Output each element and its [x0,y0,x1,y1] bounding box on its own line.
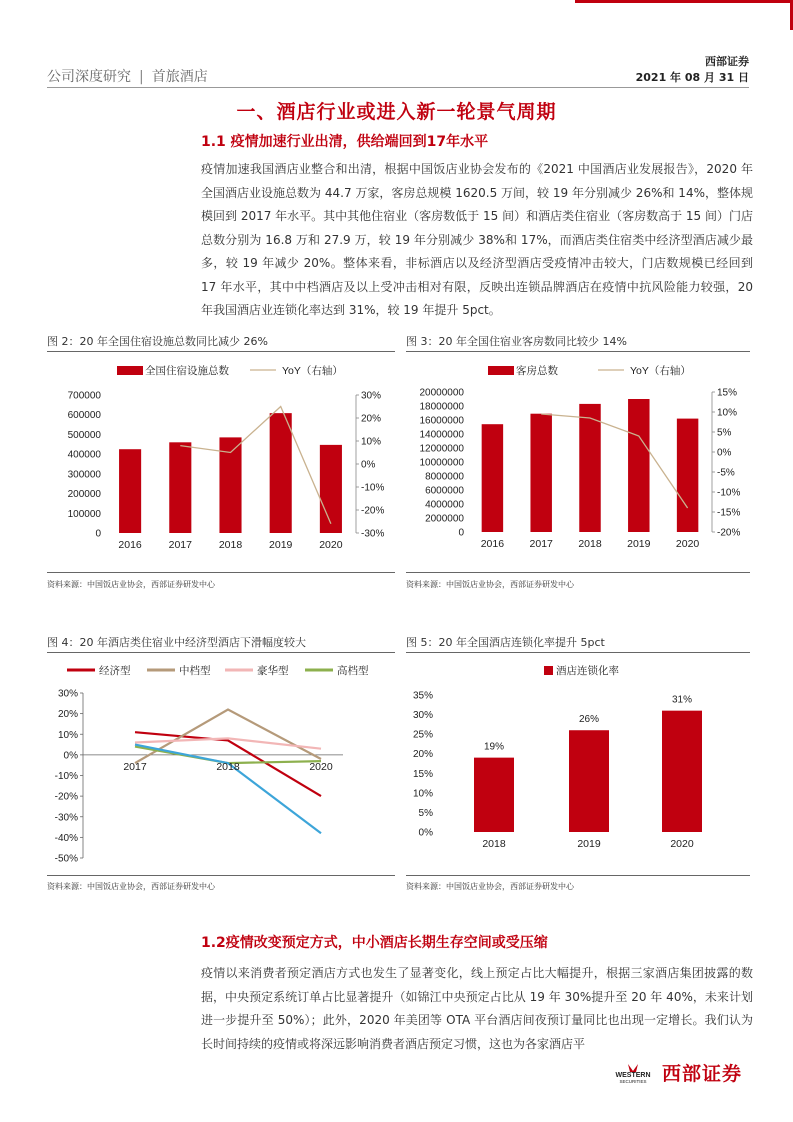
fig4-ytick: -10% [54,771,78,782]
western-securities-logo [606,1062,660,1084]
company-name: 首旅酒店 [151,69,208,85]
fig5-legend-label: 酒店连锁化率 [556,665,619,677]
fig3-bar [579,404,600,532]
fig2-ytick-right: -30% [361,528,385,540]
fig3-source: 资料来源：中国饭店业协会，西部证券研发中心 [406,580,574,589]
fig3-xtick: 2018 [578,538,602,550]
fig5-chart [406,655,750,870]
fig3-xtick: 2020 [675,538,700,550]
fig3-xtick: 2017 [529,538,553,550]
fig4-legend-label: 中档型 [179,665,211,677]
fig2-chart [47,355,395,570]
footer-brand: 西部证券 [662,1063,743,1085]
fig4-legend-label: 经济型 [99,665,131,677]
fig5-xtick: 2020 [670,838,694,850]
fig5-ytick: 15% [412,768,433,780]
fig3-ytick-left: 16000000 [419,415,464,427]
fig5-data-label: 31% [671,694,693,706]
subsection-title-1-1: 1.1 疫情加速行业出清，供给端回到17年水平 [201,134,489,150]
corner-accent-line [575,0,793,3]
fig3-top-rule [406,351,750,352]
fig5-source: 资料来源：中国饭店业协会，西部证券研发中心 [406,882,574,891]
fig3-ytick-left: 18000000 [419,401,464,413]
fig3-ytick-right: 5% [717,427,732,439]
fig3-ytick-right: -5% [717,467,735,479]
fig5-ytick: 25% [412,729,433,741]
fig2-ytick-left: 100000 [67,508,101,520]
fig3-bottom-rule [406,572,750,573]
fig4-ytick: 0% [63,750,78,762]
logo-word: WESTERN [615,1072,651,1079]
fig4-ytick: -30% [54,812,78,824]
fig2-legend-line-label: YoY（右轴） [282,365,343,377]
fig2-ytick-left: 700000 [67,390,101,402]
fig3-legend-line-label: YoY（右轴） [630,365,691,377]
fig3-ytick-right: 10% [717,407,738,419]
fig5-ytick: 10% [412,788,433,800]
fig4-xtick: 2018 [216,760,240,773]
fig2-legend-bar-label: 全国住宿设施总数 [145,365,229,377]
fig3-ytick-right: -15% [717,507,741,519]
fig3-ytick-left: 6000000 [425,485,464,497]
fig3-ytick-right: 15% [717,387,738,399]
fig3-ytick-left: 2000000 [425,513,464,525]
fig3-ytick-left: 10000000 [419,457,464,469]
fig2-yoy-line [180,407,331,524]
fig4-xtick: 2020 [309,760,333,773]
fig5-top-rule [406,652,750,653]
fig4-ytick: 20% [57,709,78,721]
fig4-ytick: -20% [54,791,78,803]
fig5-ytick: 35% [412,690,433,702]
fig4-ytick: 10% [57,729,78,741]
fig2-ytick-right: 20% [361,413,382,425]
fig4-ytick: 30% [57,688,78,700]
fig3-bar [628,399,649,532]
fig2-bar [169,442,191,533]
logo-mark-icon [628,1064,638,1072]
fig5-data-label: 19% [483,741,505,753]
fig2-ytick-left: 400000 [67,449,101,461]
fig2-xtick: 2020 [319,539,343,551]
fig5-xtick: 2018 [482,838,506,850]
body-paragraph-1: 疫情加速我国酒店业整合和出清，根据中国饭店业协会发布的《2021 中国酒店业发展报告》，2020 年全国酒店业设施总数为 44.7 万家，客房总规模 1620.5 万间，较 19 年分别减少 26%和 14%，整体规模回到 2017 年水平。其中其他住宿业（客房数低于 15 间）和酒店类住宿业（客房数高于 15 间）门店总数分别为 16.8 万和 27.9 万，较 19 年分别减少 38%和 17%，而酒店类住宿类中经济型酒店减少最多，较 19 年减少 20%。整体来看，非标酒店以及经济型酒店受疫情冲击较大，门店数规模已经回到 17 年水平，其中中档酒店及以上受冲击相对有限，反映出连锁品牌酒店在疫情中抗风险能力较强，20 年我国酒店业连锁化率达到 31%，较 19 年提升 5pct。 [201,162,753,317]
fig5-bar [474,758,514,832]
fig4-legend-label: 高档型 [337,665,369,677]
fig4-series-line-other [135,745,321,834]
fig4-top-rule [47,652,395,653]
fig3-ytick-left: 14000000 [419,429,464,441]
fig5-title: 图 5：20 年全国酒店连锁化率提升 5pct [406,636,605,649]
body-paragraph-2: 疫情以来消费者预定酒店方式也发生了显著变化，线上预定占比大幅提升，根据三家酒店集团披露的数据，中央预定系统订单占比显著提升（如锦江中央预定占比从 19 年 30%提升至 20 年 40%，未来计划进一步提升至 50%）；此外，2020 年美团等 OTA 平台酒店间夜预订量同比也出现一定增长。我们认为长时间持续的疫情或将深远影响消费者酒店预定习惯，这也为各家酒店平 [201,966,753,1051]
fig5-xtick: 2019 [577,838,601,850]
report-date: 2021 年 08 月 31 日 [635,71,749,84]
fig5-bar [569,730,609,832]
fig2-title: 图 2：20 年全国住宿设施总数同比减少 26% [47,335,268,348]
fig3-legend-bar-label: 客房总数 [516,365,558,377]
fig2-bar [270,413,292,533]
fig2-ytick-right: 30% [361,390,382,402]
fig3-ytick-left: 0 [458,527,464,539]
fig2-ytick-right: 0% [361,459,376,471]
fig2-ytick-left: 500000 [67,429,101,441]
section-title: 一、酒店行业或进入新一轮景气周期 [236,101,557,123]
fig5-ytick: 0% [418,827,433,839]
fig4-chart [47,655,395,870]
fig3-ytick-right: -20% [717,527,741,539]
fig5-ytick: 20% [412,749,433,761]
fig3-bar [482,424,503,532]
fig2-xtick: 2018 [218,539,243,551]
fig3-ytick-right: 0% [717,447,732,459]
fig4-ytick: -50% [54,853,78,865]
fig4-bottom-rule [47,875,395,876]
fig5-bottom-rule [406,875,750,876]
fig3-xtick: 2016 [480,538,505,550]
logo-sub: SECURITIES [619,1079,647,1084]
fig4-ytick: -40% [54,832,78,844]
fig4-source: 资料来源：中国饭店业协会，西部证券研发中心 [47,882,215,891]
fig3-ytick-left: 8000000 [425,471,464,483]
report-category [47,66,208,86]
fig3-legend-bar-swatch [488,366,514,375]
fig3-xtick: 2019 [627,538,651,550]
fig2-top-rule [47,351,395,352]
fig5-ytick: 30% [412,710,433,722]
fig3-ytick-right: -10% [717,487,741,499]
report-type: 公司深度研究 [47,69,131,85]
fig2-ytick-left: 200000 [67,489,101,501]
fig3-ytick-left: 4000000 [425,499,464,511]
fig2-ytick-left: 600000 [67,410,101,422]
fig3-ytick-left: 12000000 [419,443,464,455]
fig3-bar [677,419,698,532]
header-brand: 西部证券 [705,55,749,68]
fig5-ytick: 5% [418,807,433,819]
fig3-bar [530,414,551,532]
header-separator: | [139,69,144,85]
fig3-title: 图 3：20 年全国住宿业客房数同比较少 14% [406,335,627,348]
fig2-xtick: 2019 [269,539,293,551]
fig2-bar [119,449,141,533]
fig2-bottom-rule [47,572,395,573]
fig2-xtick: 2016 [118,539,142,551]
fig2-ytick-right: -20% [361,505,385,517]
header-divider [47,87,749,88]
fig4-title: 图 4：20 年酒店类住宿业中经济型酒店下滑幅度较大 [47,636,306,649]
fig2-xtick: 2017 [168,539,192,551]
fig2-ytick-right: -10% [361,482,385,494]
fig3-chart [406,355,750,570]
subsection-title-1-2: 1.2疫情改变预定方式，中小酒店长期生存空间或受压缩 [201,935,548,951]
fig3-yoy-line [541,414,687,508]
fig2-ytick-left: 0 [95,528,101,540]
fig2-ytick-left: 300000 [67,469,101,481]
fig2-legend-bar-swatch [117,366,143,375]
fig3-ytick-left: 20000000 [419,387,464,399]
fig2-source: 资料来源：中国饭店业协会，西部证券研发中心 [47,580,215,589]
fig5-bar [662,711,702,832]
fig4-xtick: 2017 [123,760,147,773]
fig2-ytick-right: 10% [361,436,382,448]
fig2-bar [320,445,342,533]
fig4-legend-label: 豪华型 [257,665,289,677]
fig5-data-label: 26% [578,714,600,726]
fig5-legend-swatch [544,666,553,675]
